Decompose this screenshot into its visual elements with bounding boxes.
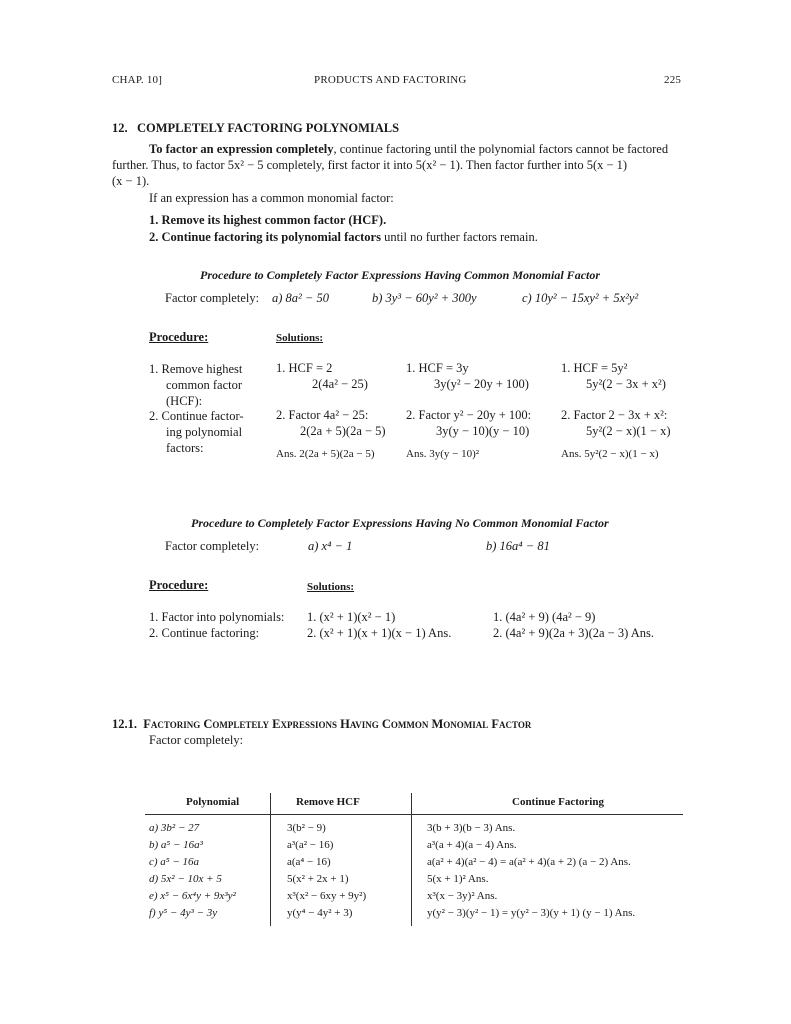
proc2-b-line-2: 2. (4a² + 9)(2a + 3)(2a − 3) Ans. [493, 626, 654, 640]
proc1-step-1-line-1: 1. Remove highest [149, 362, 243, 376]
proc1-solutions-label: Solutions: [276, 332, 324, 344]
table-cell-continue: a(a² + 4)(a² − 4) = a(a² + 4)(a + 2) (a − 2) Ans. [427, 856, 631, 868]
table-cell-poly: d) 5x² − 10x + 5 [149, 873, 222, 885]
exercise-subtitle: Factor completely: [149, 733, 244, 747]
proc2-a-line-2: 2. (x² + 1)(x + 1)(x − 1) Ans. [307, 626, 452, 640]
section-heading [112, 121, 399, 136]
proc1-c-line-1: 1. HCF = 5y² [561, 361, 628, 375]
proc1-factor-label: Factor completely: [165, 291, 260, 305]
proc2-step-2: 2. Continue factoring: [149, 626, 260, 640]
header-chapter: CHAP. 10] [112, 74, 163, 86]
intro-line-2: further. Thus, to factor 5x² − 5 completely, first factor it into 5(x² − 1). Then factor further into 5(x − 1) [112, 158, 628, 172]
table-header-rule [145, 814, 683, 815]
table-header-continue-factoring: Continue Factoring [512, 796, 604, 808]
proc1-b-answer: Ans. 3y(y − 10)² [406, 448, 480, 460]
proc2-factor-label: Factor completely: [165, 539, 260, 553]
table-divider-2 [411, 793, 412, 926]
rule-2-rest: until no further factors remain. [380, 230, 538, 244]
proc2-step-1: 1. Factor into polynomials: [149, 610, 285, 624]
proc2-expr-b: b) 16a⁴ − 81 [486, 539, 550, 553]
exercise-heading [112, 717, 531, 732]
table-cell-poly: a) 3b² − 27 [149, 822, 200, 834]
proc1-a-answer: Ans. 2(2a + 5)(2a − 5) [276, 448, 375, 460]
proc1-c-answer: Ans. 5y²(2 − x)(1 − x) [561, 448, 659, 460]
exercise-title: Factoring Completely Expressions Having Common Monomial Factor [143, 717, 532, 731]
proc2-a-line-1: 1. (x² + 1)(x² − 1) [307, 610, 396, 624]
table-cell-continue: 3(b + 3)(b − 3) Ans. [427, 822, 516, 834]
rule-1 [149, 213, 386, 228]
rule-1-number: 1. [149, 213, 159, 227]
proc1-a-line-1: 1. HCF = 2 [276, 361, 333, 375]
intro-line-1-rest: , continue factoring until the polynomial factors cannot be factored [333, 142, 669, 156]
table-cell-poly: e) x⁵ − 6x⁴y + 9x³y² [149, 890, 236, 902]
proc1-title: Procedure to Completely Factor Expressions Having Common Monomial Factor [200, 268, 601, 282]
table-cell-hcf: a(a⁴ − 16) [287, 856, 331, 868]
table-cell-poly: c) a⁵ − 16a [149, 856, 200, 868]
exercise-number: 12.1. [112, 717, 137, 731]
proc1-b-line-2: 3y(y² − 20y + 100) [434, 377, 529, 391]
proc1-expr-b: b) 3y³ − 60y² + 300y [372, 291, 477, 305]
proc1-a-line-3: 2. Factor 4a² − 25: [276, 408, 369, 422]
intro-line-3: (x − 1). [112, 174, 150, 188]
table-cell-poly: b) a⁵ − 16a³ [149, 839, 203, 851]
proc1-step-2-line-3: factors: [166, 441, 204, 455]
proc1-step-1-line-2: common factor [166, 378, 243, 392]
table-header-polynomial: Polynomial [186, 796, 240, 808]
rule-2 [149, 230, 538, 245]
proc1-c-line-3: 2. Factor 2 − 3x + x²: [561, 408, 668, 422]
table-cell-continue: x³(x − 3y)² Ans. [427, 890, 498, 902]
table-cell-continue: 5(x + 1)² Ans. [427, 873, 489, 885]
proc1-step-2-line-2: ing polynomial [166, 425, 243, 439]
intro-line-1 [149, 142, 668, 157]
proc1-step-2-line-1: 2. Continue factor- [149, 409, 244, 423]
rule-1-text: Remove its highest common factor (HCF). [161, 213, 387, 227]
table-divider-1 [270, 793, 271, 926]
proc1-a-line-4: 2(2a + 5)(2a − 5) [300, 424, 386, 438]
proc1-expr-c: c) 10y² − 15xy² + 5x²y² [522, 291, 639, 305]
table-header-remove-hcf: Remove HCF [296, 796, 360, 808]
proc1-b-line-1: 1. HCF = 3y [406, 361, 469, 375]
proc2-expr-a: a) x⁴ − 1 [308, 539, 353, 553]
proc2-solutions-label: Solutions: [307, 581, 355, 593]
table-cell-continue: y(y² − 3)(y² − 1) = y(y² − 3)(y + 1) (y − 1) Ans. [427, 907, 636, 919]
intro-line-4: If an expression has a common monomial factor: [149, 191, 394, 205]
proc1-step-1-line-3: (HCF): [166, 394, 203, 408]
section-number: 12. [112, 121, 128, 135]
proc1-b-line-3: 2. Factor y² − 20y + 100: [406, 408, 532, 422]
proc2-procedure-label: Procedure: [149, 578, 209, 592]
table-cell-poly: f) y⁵ − 4y³ − 3y [149, 907, 218, 919]
table-cell-hcf: x³(x² − 6xy + 9y²) [287, 890, 367, 902]
proc1-step-1 [149, 361, 242, 409]
proc1-procedure-label: Procedure: [149, 330, 209, 344]
header-title: PRODUCTS AND FACTORING [314, 74, 467, 86]
proc1-step-2 [149, 408, 244, 456]
proc2-title: Procedure to Completely Factor Expressions Having No Common Monomial Factor [191, 516, 609, 530]
proc1-b-line-4: 3y(y − 10)(y − 10) [436, 424, 530, 438]
rule-2-bold: Continue factoring its polynomial factors [161, 230, 381, 244]
table-cell-hcf: 5(x² + 2x + 1) [287, 873, 349, 885]
proc1-expr-a: a) 8a² − 50 [272, 291, 329, 305]
proc2-b-line-1: 1. (4a² + 9) (4a² − 9) [493, 610, 596, 624]
header-page-number: 225 [664, 74, 682, 86]
proc1-c-line-2: 5y²(2 − 3x + x²) [586, 377, 666, 391]
section-title: COMPLETELY FACTORING POLYNOMIALS [137, 121, 400, 135]
proc1-c-line-4: 5y²(2 − x)(1 − x) [586, 424, 671, 438]
table-cell-hcf: 3(b² − 9) [287, 822, 326, 834]
table-cell-hcf: a³(a² − 16) [287, 839, 334, 851]
proc1-a-line-2: 2(4a² − 25) [312, 377, 368, 391]
table-cell-hcf: y(y⁴ − 4y² + 3) [287, 907, 353, 919]
rule-2-number: 2. [149, 230, 159, 244]
table-cell-continue: a³(a + 4)(a − 4) Ans. [427, 839, 517, 851]
intro-bold-lead: To factor an expression completely [149, 142, 334, 156]
